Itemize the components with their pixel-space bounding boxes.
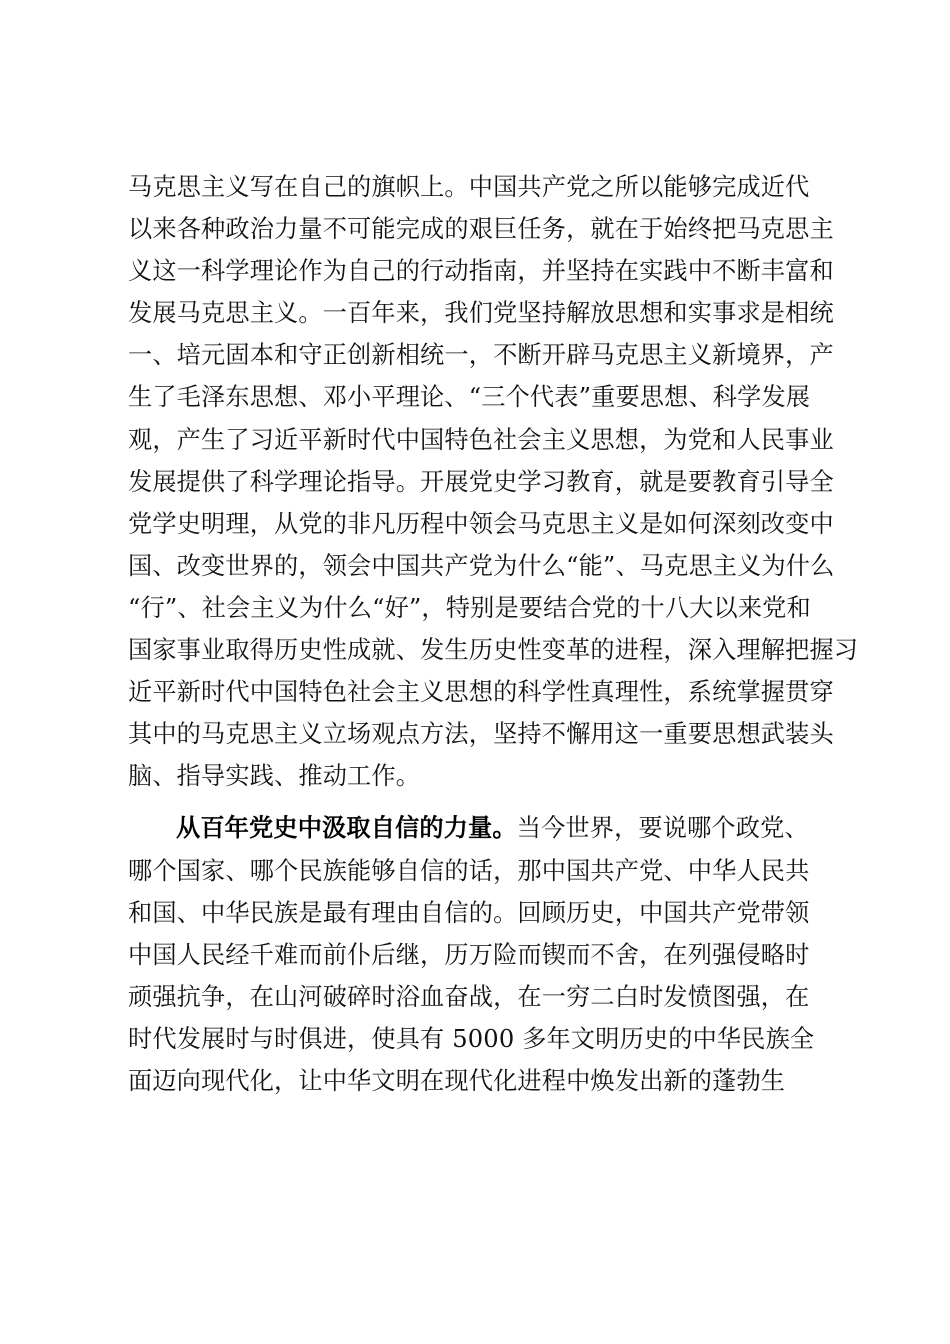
text-line: 生了毛泽东思想、邓小平理论、“三个代表”重要思想、科学发展 <box>128 383 811 412</box>
text-line: 义这一科学理论作为自己的行动指南，并坚持在实践中不断丰富和 <box>128 257 834 286</box>
text-line: 面迈向现代化，让中华文明在现代化进程中焕发出新的蓬勃生 <box>128 1066 786 1095</box>
text-line: 国家事业取得历史性成就、发生历史性变革的进程，深入理解把握习 <box>128 636 859 665</box>
text-line: 观，产生了习近平新时代中国特色社会主义思想，为党和人民事业 <box>128 425 834 454</box>
paragraph-1 <box>128 166 859 797</box>
text-line: 其中的马克思主义立场观点方法，坚持不懈用这一重要思想武装头 <box>128 720 834 749</box>
body-text <box>128 166 859 1102</box>
text-line: 国、改变世界的，领会中国共产党为什么“能”、马克思主义为什么 <box>128 551 835 580</box>
text-line: “行”、社会主义为什么“好”，特别是要结合党的十八大以来党和 <box>128 593 811 622</box>
text-line: 以来各种政治力量不可能完成的艰巨任务，就在于始终把马克思主 <box>128 215 834 244</box>
text-line: 中国人民经千难而前仆后继，历万险而锲而不舍，在列强侵略时 <box>128 940 810 969</box>
paragraph-2 <box>128 807 836 1102</box>
text-line-first <box>128 807 836 849</box>
text-line: 顽强抗争，在山河破碎时浴血奋战，在一穷二白时发愤图强，在 <box>128 982 810 1011</box>
text-line: 党学史明理，从党的非凡历程中领会马克思主义是如何深刻改变中 <box>128 509 834 538</box>
text-line: 和国、中华民族是最有理由自信的。回顾历史，中国共产党带领 <box>128 898 810 927</box>
text-line: 哪个国家、哪个民族能够自信的话，那中国共产党、中华人民共 <box>128 856 810 885</box>
text-run: 当今世界，要说哪个政党、 <box>516 814 809 843</box>
text-line: 发展提供了科学理论指导。开展党史学习教育，就是要教育引导全 <box>128 467 834 496</box>
paragraph-spacer <box>128 797 836 807</box>
text-line: 时代发展时与时俱进，使具有 5000 多年文明历史的中华民族全 <box>128 1024 815 1053</box>
text-line: 近平新时代中国特色社会主义思想的科学性真理性，系统掌握贯穿 <box>128 678 834 707</box>
paragraph-heading: 从百年党史中汲取自信的力量。 <box>176 814 517 843</box>
text-line: 马克思主义写在自己的旗帜上。中国共产党之所以能够完成近代 <box>128 173 810 201</box>
text-line: 脑、指导实践、推动工作。 <box>128 762 421 791</box>
text-line: 一、培元固本和守正创新相统一，不断开辟马克思主义新境界，产 <box>128 341 834 370</box>
text-line: 发展马克思主义。一百年来，我们党坚持解放思想和实事求是相统 <box>128 299 834 328</box>
